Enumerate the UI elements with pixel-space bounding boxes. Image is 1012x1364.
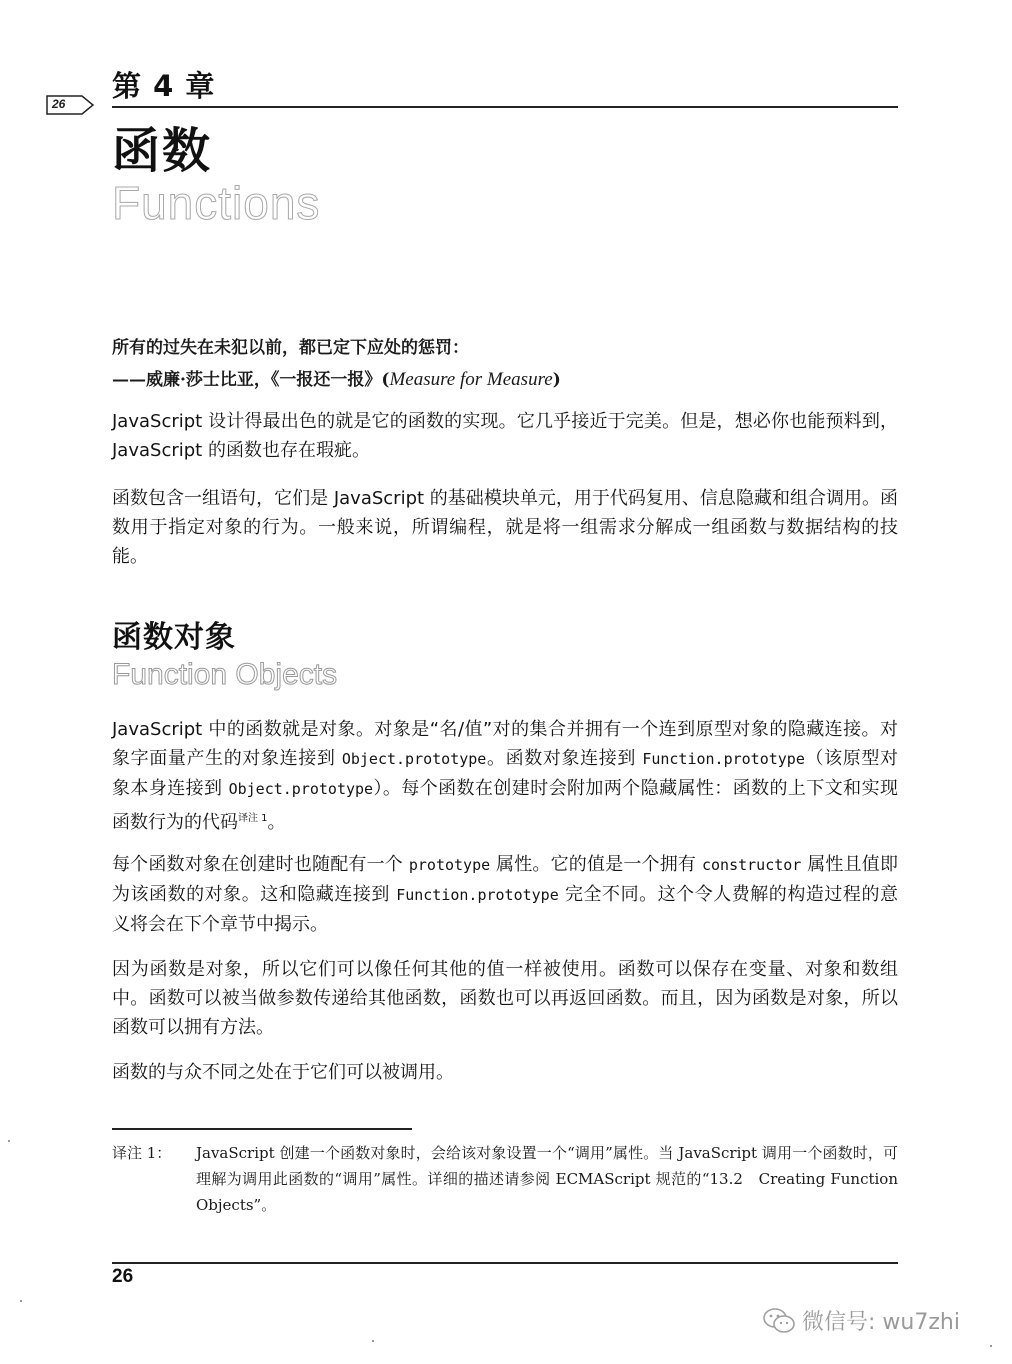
epigraph xyxy=(112,333,892,396)
footnote xyxy=(112,1140,898,1218)
page-number: 26 xyxy=(112,1266,134,1287)
scan-speck xyxy=(20,1300,22,1302)
epigraph-line-2: ——威廉·莎士比亚，《一报还一报》(Measure for Measure) xyxy=(112,369,561,390)
chapter-title: 函数 xyxy=(112,123,213,179)
intro-paragraph-1: JavaScript 设计得最出色的就是它的函数的实现。它几乎接近于完美。但是，想必你也能预料到，JavaScript 的函数也存在瑕疵。 xyxy=(112,411,898,461)
page-tab-number: 26 xyxy=(52,97,66,111)
wechat-icon xyxy=(762,1307,796,1335)
section-paragraph-3: 因为函数是对象，所以它们可以像任何其他的值一样被使用。函数可以保存在变量、对象和数组中。函数可以被当做参数传递给其他函数，函数也可以再返回函数。而且，因为函数是对象，所以函数可以拥有方法。 xyxy=(112,959,898,1038)
intro-paragraph-2: 函数包含一组语句，它们是 JavaScript 的基础模块单元，用于代码复用、信息隐藏和组合调用。函数用于指定对象的行为。一般来说，所谓编程，就是将一组需求分解成一组函数与数据结构的技能。 xyxy=(112,488,898,567)
footnote-ref: 译注 1 xyxy=(238,813,268,824)
footer-rule xyxy=(112,1262,898,1264)
section-title: 函数对象 xyxy=(112,620,236,655)
scan-speck xyxy=(372,1340,374,1342)
footnote-label: 译注 1： xyxy=(112,1144,172,1162)
section-paragraph-1: JavaScript 中的函数就是对象。对象是“名/值”对的集合并拥有一个连到原型对象的隐藏连接。对象字面量产生的对象连接到 Object.prototype。函数对象连接到 Function.prototype（该原型对象本身连接到 Object.prototype）。每个函数在创建时会附加两个隐藏属性：函数的上下文和实现函数行为的代码$^{译注 1}$。 xyxy=(112,719,898,833)
page-tab xyxy=(46,95,94,115)
chapter-subtitle: Functions xyxy=(112,177,321,229)
scan-speck xyxy=(8,1140,10,1142)
footnote-rule xyxy=(112,1128,412,1130)
section-subtitle: Function Objects xyxy=(112,658,338,691)
wechat-id: 微信号: wu7zhi xyxy=(802,1310,960,1335)
chapter-label: 第 4 章 xyxy=(112,69,216,103)
section-paragraph-2: 每个函数对象在创建时也随配有一个 prototype 属性。它的值是一个拥有 constructor 属性且值即为该函数的对象。这和隐藏连接到 Function.prototype 完全不同。这个令人费解的构造过程的意义将会在下个章节中揭示。 xyxy=(112,854,898,935)
header-rule xyxy=(112,106,898,108)
epigraph-line-1: 所有的过失在未犯以前，都已定下应处的惩罚： xyxy=(112,338,469,358)
wechat-watermark xyxy=(762,1305,960,1336)
scan-speck xyxy=(990,1345,992,1347)
section-paragraph-4: 函数的与众不同之处在于它们可以被调用。 xyxy=(112,1062,454,1083)
footnote-text: JavaScript 创建一个函数对象时，会给该对象设置一个“调用”属性。当 JavaScript 调用一个函数时，可理解为调用此函数的“调用”属性。详细的描述请参阅 ECMAScript 规范的“13.2 Creating Function Objects”。 xyxy=(196,1144,898,1214)
